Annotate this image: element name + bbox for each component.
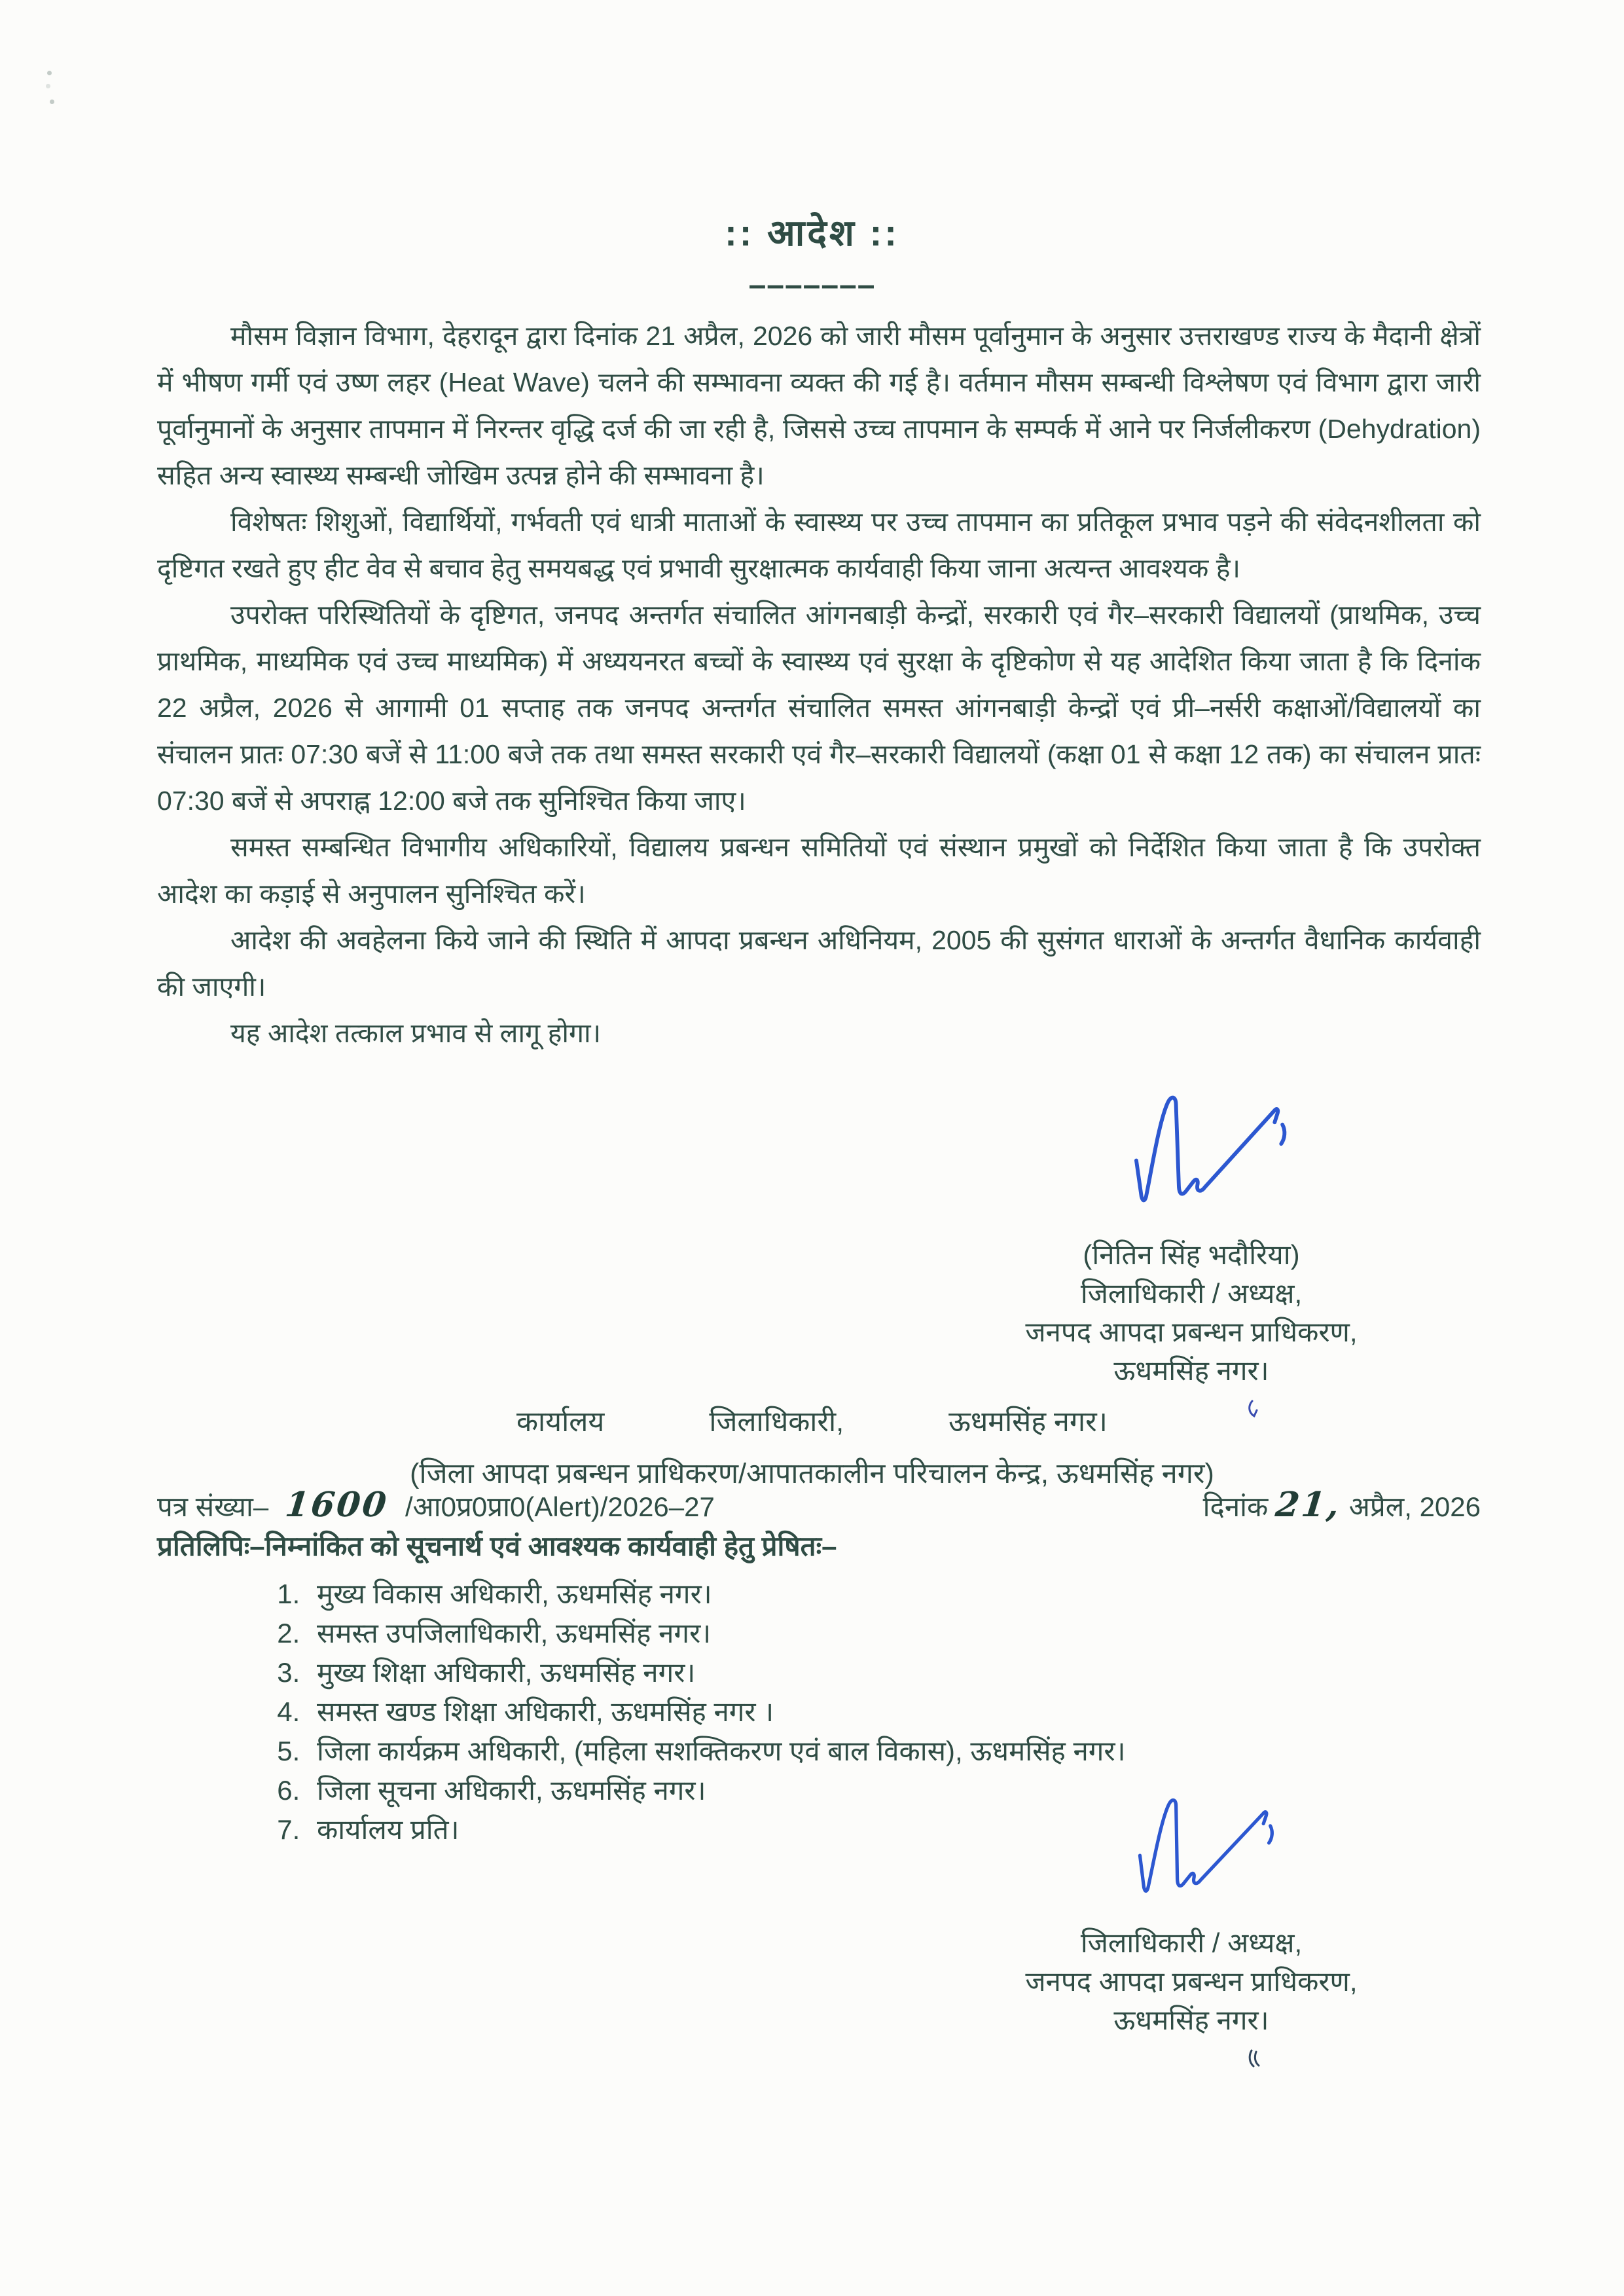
paragraph-school-timings-order: उपरोक्त परिस्थितियों के दृष्टिगत, जनपद अन्तर्गत संचालित आंगनबाड़ी केन्द्रों, सरकारी एवं गैर–सरकारी विद्यालयों (प्राथमिक, उच्च प्राथमिक, माध्यमिक एवं उच्च माध्यमिक) में अध्ययनरत बच्चों के स्वास्थ्य एवं सुरक्षा के दृष्टिकोण से यह आदेशित किया जाता है कि दिनांक 22 अप्रैल, 2026 से आगामी 01 सप्ताह तक जनपद अन्तर्गत संचालित समस्त आंगनबाड़ी केन्द्रों एवं प्री–नर्सरी कक्षाओं/विद्यालयों का संचालन प्रातः 07:30 बजें से 11:00 बजे तक तथा समस्त सरकारी एवं गैर–सरकारी विद्यालयों (कक्षा 01 से कक्षा 12 तक) का संचालन प्रातः 07:30 बजें से अपराह्न 12:00 बजे तक सुनिश्चित किया जाए। <box>157 600 1481 816</box>
letter-date <box>1203 1485 1481 1525</box>
signatory-post: जिलाधिकारी / अध्यक्ष, <box>1080 1927 1303 1958</box>
office-line1 <box>0 1401 1624 1440</box>
paragraph-compliance-direction: समस्त सम्बन्धित विभागीय अधिकारियों, विद्यालय प्रबन्धन समितियों एवं संस्थान प्रमुखों को निर्देशित किया जाता है कि उपरोक्त आदेश का कड़ाई से अनुपालन सुनिश्चित करें। <box>157 832 1481 909</box>
reference-row <box>157 1485 1481 1525</box>
signature-ink <box>1113 1084 1341 1239</box>
office-line2: (जिला आपदा प्रबन्धन प्राधिकरण/आपातकालीन परिचालन केन्द्र, ऊधमसिंह नगर) <box>410 1458 1214 1489</box>
pen-flourish <box>1244 2049 1263 2068</box>
signatory-org: जनपद आपदा प्रबन्धन प्राधिकरण, <box>1025 1317 1358 1347</box>
date-rest: अप्रैल, 2026 <box>1348 1491 1481 1522</box>
paragraph-weather-forecast: मौसम विज्ञान विभाग, देहरादून द्वारा दिनांक 21 अप्रैल, 2026 को जारी मौसम पूर्वानुमान के अनुसार उत्तराखण्ड राज्य के मैदानी क्षेत्रों में भीषण गर्मी एवं उष्ण लहर (Heat Wave) चलने की सम्भावना व्यक्त की गई है। वर्तमान मौसम सम्बन्धी विश्लेषण एवं विभाग द्वारा जारी पूर्वानुमानों के अनुसार तापमान में निरन्तर वृद्धि दर्ज की जा रही है, जिससे उच्च तापमान के सम्पर्क में आने पर निर्जलीकरण (Dehydration) सहित अन्य स्वास्थ्य सम्बन्धी जोखिम उत्पन्न होने की सम्भावना है। <box>157 321 1481 490</box>
list-item: 2. समस्त उपजिलाधिकारी, ऊधमसिंह नगर। <box>308 1614 1481 1653</box>
office-word-karyalay: कार्यालय <box>516 1406 605 1438</box>
list-item: 4. समस्त खण्ड शिक्षा अधिकारी, ऊधमसिंह नगर । <box>308 1692 1481 1732</box>
list-item: 7. कार्यालय प्रति। <box>308 1810 1481 1850</box>
copy-heading: प्रतिलिपिः–निम्नांकित को सूचनार्थ एवं आवश्यक कार्यवाही हेतु प्रेषितः– <box>157 1531 837 1561</box>
letter-number-handwritten: 1600 <box>283 1485 391 1525</box>
signatory-district: ऊधमसिंह नगर। <box>1113 2005 1269 2035</box>
date-label: दिनांक <box>1202 1491 1269 1522</box>
paragraph-immediate-effect: यह आदेश तत्काल प्रभाव से लागू होगा। <box>230 1018 602 1048</box>
page-title: :: आदेश :: <box>725 212 899 253</box>
title-divider: ––––––– <box>748 268 876 302</box>
date-day-handwritten: 21, <box>1274 1485 1343 1525</box>
office-heading <box>0 1401 1624 1491</box>
paragraph-penalty-clause: आदेश की अवहेलना किये जाने की स्थिति में आपदा प्रबन्धन अधिनियम, 2005 की सुसंगत धाराओं के अन्तर्गत वैधानिक कार्यवाही की जाएगी। <box>157 925 1481 1002</box>
signatory-district: ऊधमसिंह नगर। <box>1113 1355 1269 1386</box>
letter-number-label: पत्र संख्या– <box>157 1491 269 1522</box>
signatory-org: जनपद आपदा प्रबन्धन प्राधिकरण, <box>1025 1966 1358 1997</box>
scan-artifact <box>46 84 50 88</box>
signature-block-bottom <box>969 1793 1414 2078</box>
paragraph-vulnerable-groups: विशेषतः शिशुओं, विद्यार्थियों, गर्भवती एवं धात्री माताओं के स्वास्थ्य पर उच्च तापमान का प्रतिकूल प्रभाव पड़ने की संवेदनशीलता को दृष्टिगत रखते हुए हीट वेव से बचाव हेतु समयबद्ध एवं प्रभावी सुरक्षात्मक कार्यवाही किया जाना अत्यन्त आवश्यक है। <box>157 507 1481 583</box>
signature-block-top <box>969 1088 1414 1429</box>
signature-ink <box>1111 1791 1329 1925</box>
order-body <box>157 313 1481 1057</box>
scan-artifact <box>47 71 52 75</box>
signatory-post: जिलाधिकारी / अध्यक्ष, <box>1080 1278 1303 1309</box>
list-item: 1. मुख्य विकास अधिकारी, ऊधमसिंह नगर। <box>308 1575 1481 1614</box>
signatory-name: (नितिन सिंह भदौरिया) <box>1083 1239 1300 1270</box>
office-word-udham-singh-nagar: ऊधमसिंह नगर। <box>948 1406 1108 1438</box>
letter-number-suffix: /आ0प्र0प्रा0(Alert)/2026–27 <box>405 1491 715 1522</box>
scan-artifact <box>50 100 54 104</box>
office-word-district-magistrate: जिलाधिकारी, <box>709 1406 844 1438</box>
list-item: 6. जिला सूचना अधिकारी, ऊधमसिंह नगर। <box>308 1771 1481 1810</box>
list-item: 5. जिला कार्यक्रम अधिकारी, (महिला सशक्तिकरण एवं बाल विकास), ऊधमसिंह नगर। <box>308 1732 1481 1771</box>
letter-number <box>157 1485 715 1525</box>
list-item: 3. मुख्य शिक्षा अधिकारी, ऊधमसिंह नगर। <box>308 1653 1481 1692</box>
